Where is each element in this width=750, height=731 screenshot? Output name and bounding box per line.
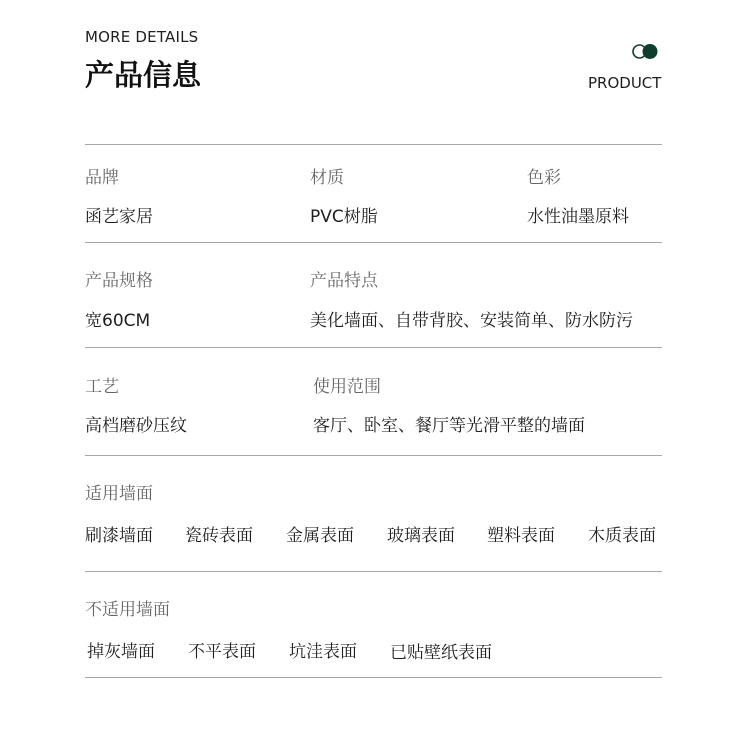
usage-value: 客厅、卧室、餐厅等光滑平整的墙面 — [313, 416, 585, 436]
color-label: 色彩 — [527, 168, 561, 188]
product-label: PRODUCT — [588, 74, 662, 92]
divider — [85, 242, 662, 243]
brand-label: 品牌 — [85, 168, 119, 188]
section-eyebrow: MORE DETAILS — [85, 28, 199, 46]
divider — [85, 347, 662, 348]
unsuitable-wall-item: 已贴壁纸表面 — [390, 643, 492, 663]
suitable-wall-item: 瓷砖表面 — [185, 526, 253, 546]
material-value: PVC树脂 — [310, 207, 378, 227]
craft-label: 工艺 — [85, 377, 119, 397]
craft-value: 高档磨砂压纹 — [85, 416, 187, 436]
divider — [85, 144, 662, 145]
suitable-walls-label: 适用墙面 — [85, 484, 153, 504]
features-label: 产品特点 — [310, 271, 378, 291]
suitable-wall-item: 金属表面 — [286, 526, 354, 546]
brand-logo-icon — [631, 43, 659, 60]
unsuitable-walls-label: 不适用墙面 — [85, 600, 170, 620]
suitable-wall-item: 刷漆墙面 — [85, 526, 153, 546]
suitable-wall-item: 木质表面 — [588, 526, 656, 546]
divider — [85, 571, 662, 572]
unsuitable-wall-item: 坑洼表面 — [289, 642, 357, 662]
divider — [85, 455, 662, 456]
usage-label: 使用范围 — [313, 377, 381, 397]
unsuitable-wall-item: 不平表面 — [188, 642, 256, 662]
unsuitable-wall-item: 掉灰墙面 — [87, 642, 155, 662]
suitable-wall-item: 玻璃表面 — [387, 526, 455, 546]
material-label: 材质 — [310, 168, 344, 188]
size-label: 产品规格 — [85, 271, 153, 291]
size-value: 宽60CM — [85, 311, 151, 331]
divider — [85, 677, 662, 678]
brand-value: 函艺家居 — [85, 207, 153, 227]
suitable-wall-item: 塑料表面 — [487, 526, 555, 546]
page-title: 产品信息 — [85, 58, 202, 92]
features-value: 美化墙面、自带背胶、安装简单、防水防污 — [310, 311, 633, 331]
color-value: 水性油墨原料 — [527, 207, 629, 227]
